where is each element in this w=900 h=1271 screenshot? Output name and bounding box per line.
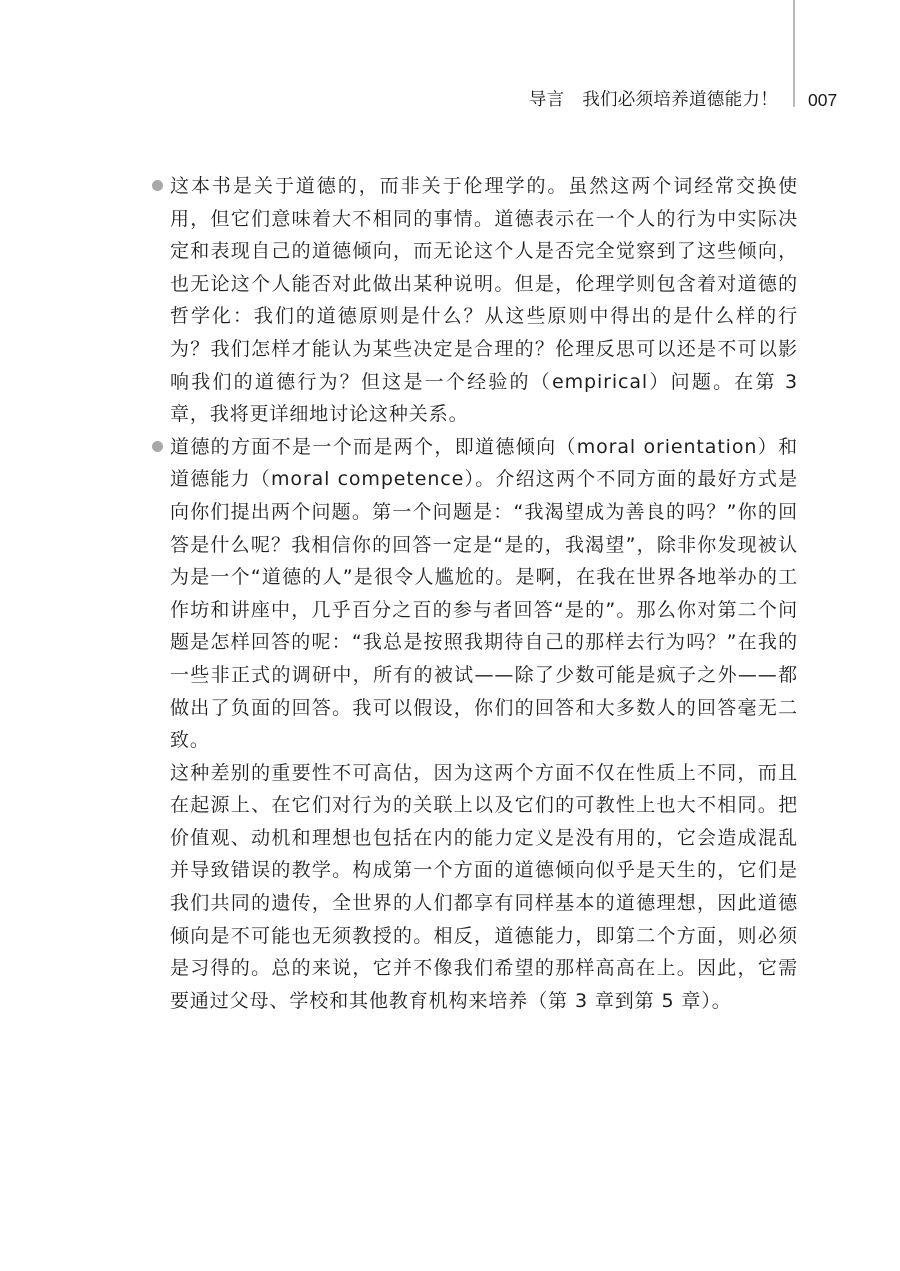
paragraph-3 [170, 757, 798, 1018]
running-title: 导言 我们必须培养道德能力！ [528, 90, 778, 110]
bullet-dot [152, 180, 163, 191]
body-text [170, 170, 798, 1017]
paragraph-text: 这本书是关于道德的，而非关于伦理学的。虽然这两个词经常交换使用，但它们意味着大不相同的事情。道德表示在一个人的行为中实际决定和表现自己的道德倾向，而无论这个人是否完全觉察到了这些倾向，也无论这个人能否对此做出某种说明。但是，伦理学则包含着对道德的哲学化：我们的道德原则是什么？从这些原则中得出的是什么样的行为？我们怎样才能认为某些决定是合理的？伦理反思可以还是不可以影响我们的道德行为？但这是一个经验的（empirical）问题。在第 3 章，我将更详细地讨论这种关系。 [170, 175, 798, 426]
paragraph-text: 道德的方面不是一个而是两个，即道德倾向（moral orientation）和道德能力（moral competence）。介绍这两个不同方面的最好方式是向你们提出两个问题。第一个问题是：“我渴望成为善良的吗？”你的回答是什么呢？我相信你的回答一定是“是的，我渴望”，除非你发现被认为是一个“道德的人”是很令人尴尬的。是啊，在我在世界各地举办的工作坊和讲座中，几乎百分之百的参与者回答“是的”。那么你对第二个问题是怎样回答的呢：“我总是按照我期待自己的那样去行为吗？”在我的一些非正式的调研中，所有的被试——除了少数可能是疯子之外——都做出了负面的回答。我可以假设，你们的回答和大多数人的回答毫无二致。 [170, 435, 798, 752]
bullet-dot [152, 441, 163, 452]
page-number: 007 [808, 90, 838, 110]
paragraph-text: 这种差别的重要性不可高估，因为这两个方面不仅在性质上不同，而且在起源上、在它们对行为的关联上以及它们的可教性上也大不相同。把价值观、动机和理想也包括在内的能力定义是没有用的，它会造成混乱并导致错误的教学。构成第一个方面的道德倾向似乎是天生的，它们是我们共同的遗传，全世界的人们都享有同样基本的道德理想，因此道德倾向是不可能也无须教授的。相反，道德能力，即第二个方面，则必须是习得的。总的来说，它并不像我们希望的那样高高在上。因此，它需要通过父母、学校和其他教育机构来培养（第 3 章到第 5 章）。 [170, 761, 798, 1012]
running-header [0, 88, 900, 112]
paragraph-2 [170, 431, 798, 757]
paragraph-1 [170, 170, 798, 431]
